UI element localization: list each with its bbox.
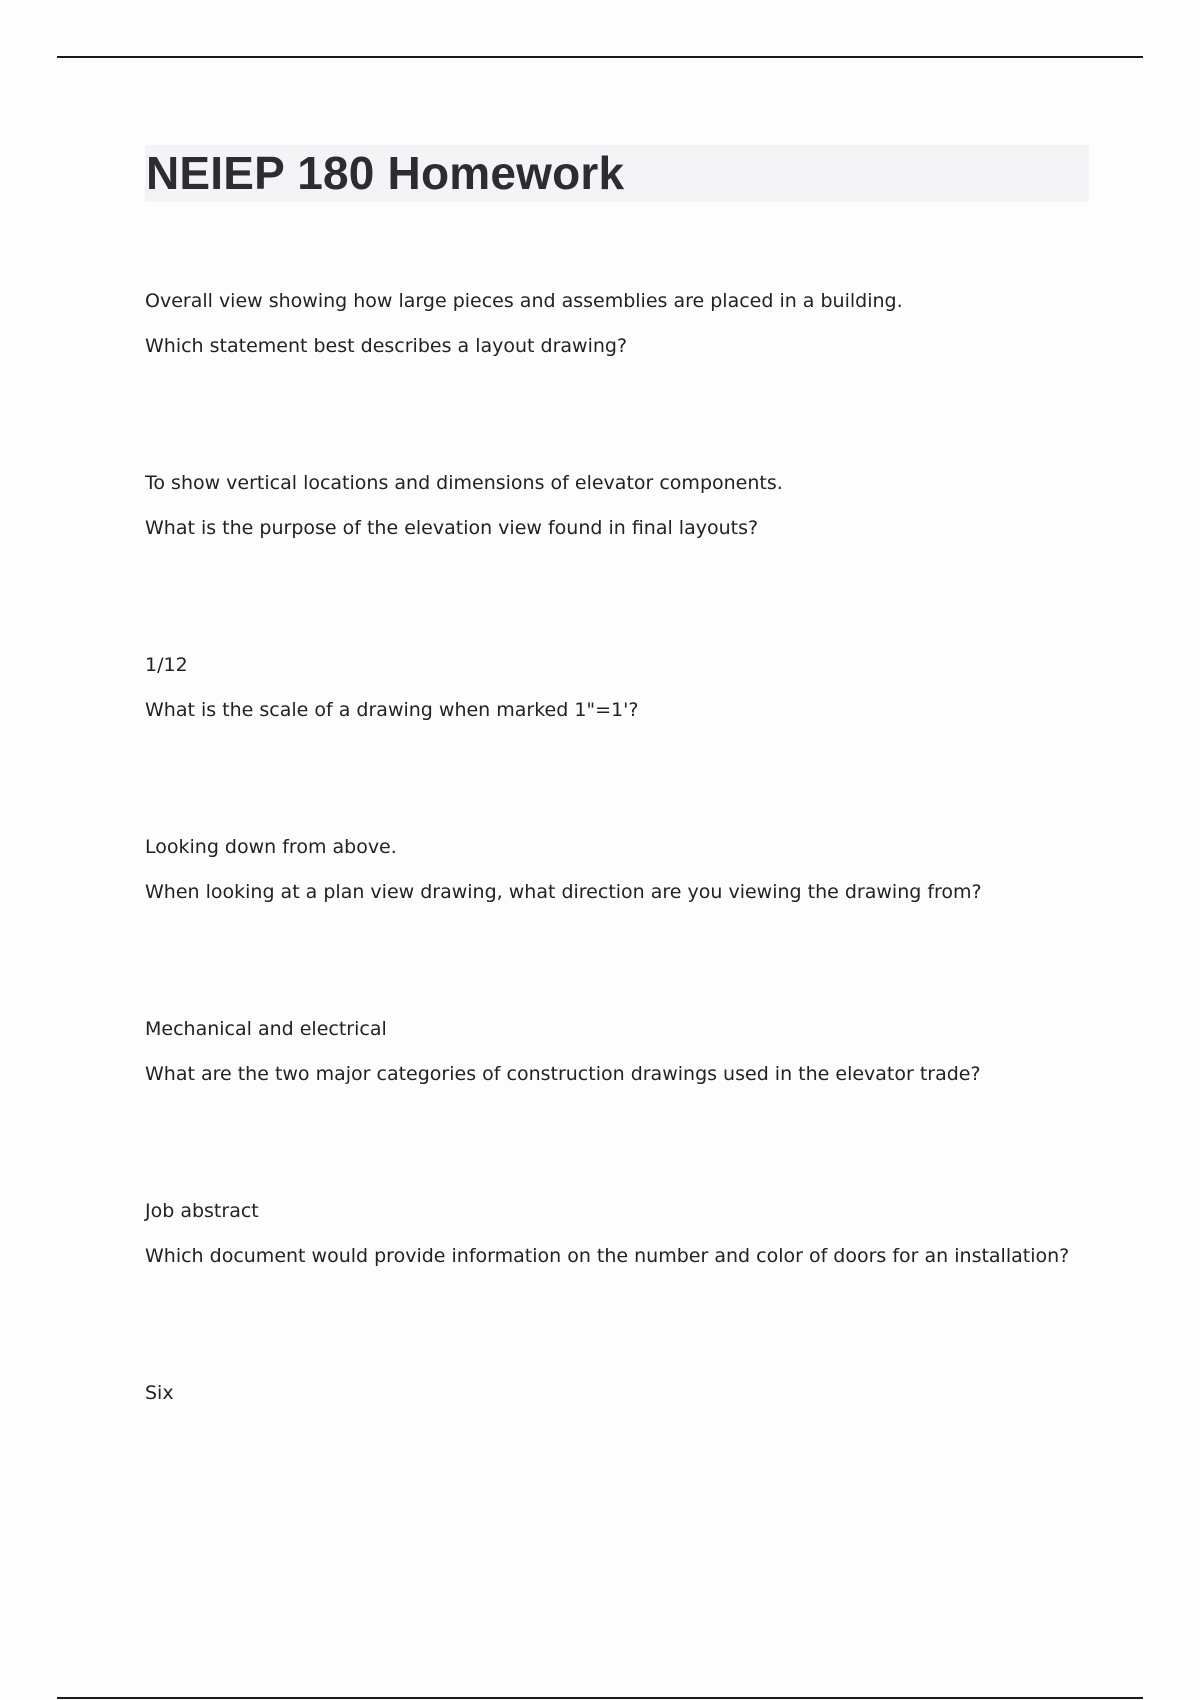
flashcard <box>145 470 1105 652</box>
flashcard-answer: 1/12 <box>145 654 188 676</box>
flashcard <box>145 652 1105 834</box>
flashcard-question: When looking at a plan view drawing, what direction are you viewing the drawing from? <box>145 881 982 903</box>
top-divider <box>57 56 1143 58</box>
flashcard-answer: Job abstract <box>145 1200 259 1222</box>
flashcard-question: What is the purpose of the elevation view found in final layouts? <box>145 517 759 539</box>
flashcard <box>145 1380 1105 1562</box>
flashcard-answer: Looking down from above. <box>145 836 397 858</box>
flashcard-answer: Six <box>145 1382 174 1404</box>
flashcard-answer: Overall view showing how large pieces and assemblies are placed in a building. <box>145 290 903 312</box>
flashcard-list <box>145 288 1105 1562</box>
flashcard <box>145 1198 1105 1380</box>
flashcard-question: What is the scale of a drawing when marked 1"=1'? <box>145 699 639 721</box>
flashcard-answer: To show vertical locations and dimensions of elevator components. <box>145 472 783 494</box>
flashcard-question: Which statement best describes a layout drawing? <box>145 335 628 357</box>
flashcard <box>145 834 1105 1016</box>
page-title: NEIEP 180 Homework <box>146 147 625 199</box>
flashcard-answer: Mechanical and electrical <box>145 1018 387 1040</box>
flashcard <box>145 288 1105 470</box>
flashcard <box>145 1016 1105 1198</box>
bottom-divider <box>57 1697 1143 1699</box>
flashcard-question: Which document would provide information on the number and color of doors for an installation? <box>145 1245 1070 1267</box>
flashcard-question: What are the two major categories of construction drawings used in the elevator trade? <box>145 1063 981 1085</box>
